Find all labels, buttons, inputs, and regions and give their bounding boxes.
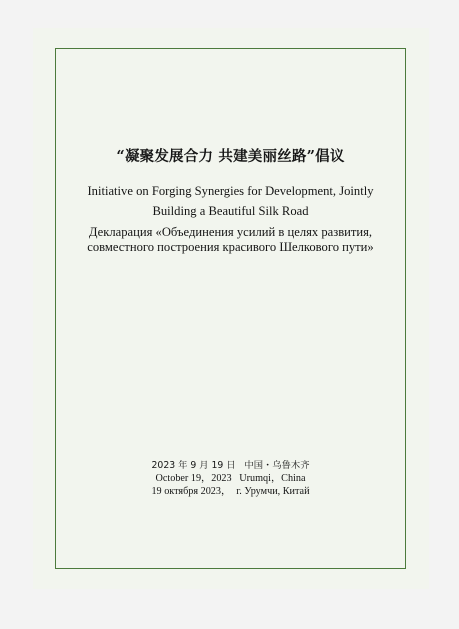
title-english-line-2: Building a Beautiful Silk Road — [152, 204, 309, 218]
date-place-block — [56, 459, 405, 498]
date-place-chinese: 2023 年 9 月 19 日 中国・乌鲁木齐 — [151, 460, 310, 471]
title-block — [56, 145, 405, 254]
page-border-frame — [55, 48, 406, 569]
document-page — [33, 28, 429, 589]
date-place-english: October 19，2023 Urumqi，China — [155, 473, 306, 484]
title-russian-line-1: Декларация «Объединения усилий в целях развития, — [88, 225, 373, 239]
title-english-line-1: Initiative on Forging Synergies for Development, Jointly — [87, 184, 374, 198]
date-place-russian: 19 октября 2023， г. Урумчи, Китай — [151, 486, 310, 497]
title-russian-line-2: совместного построения красивого Шелкового пути» — [87, 239, 374, 254]
title-chinese: “凝聚发展合力 共建美丽丝路”倡议 — [116, 148, 345, 165]
